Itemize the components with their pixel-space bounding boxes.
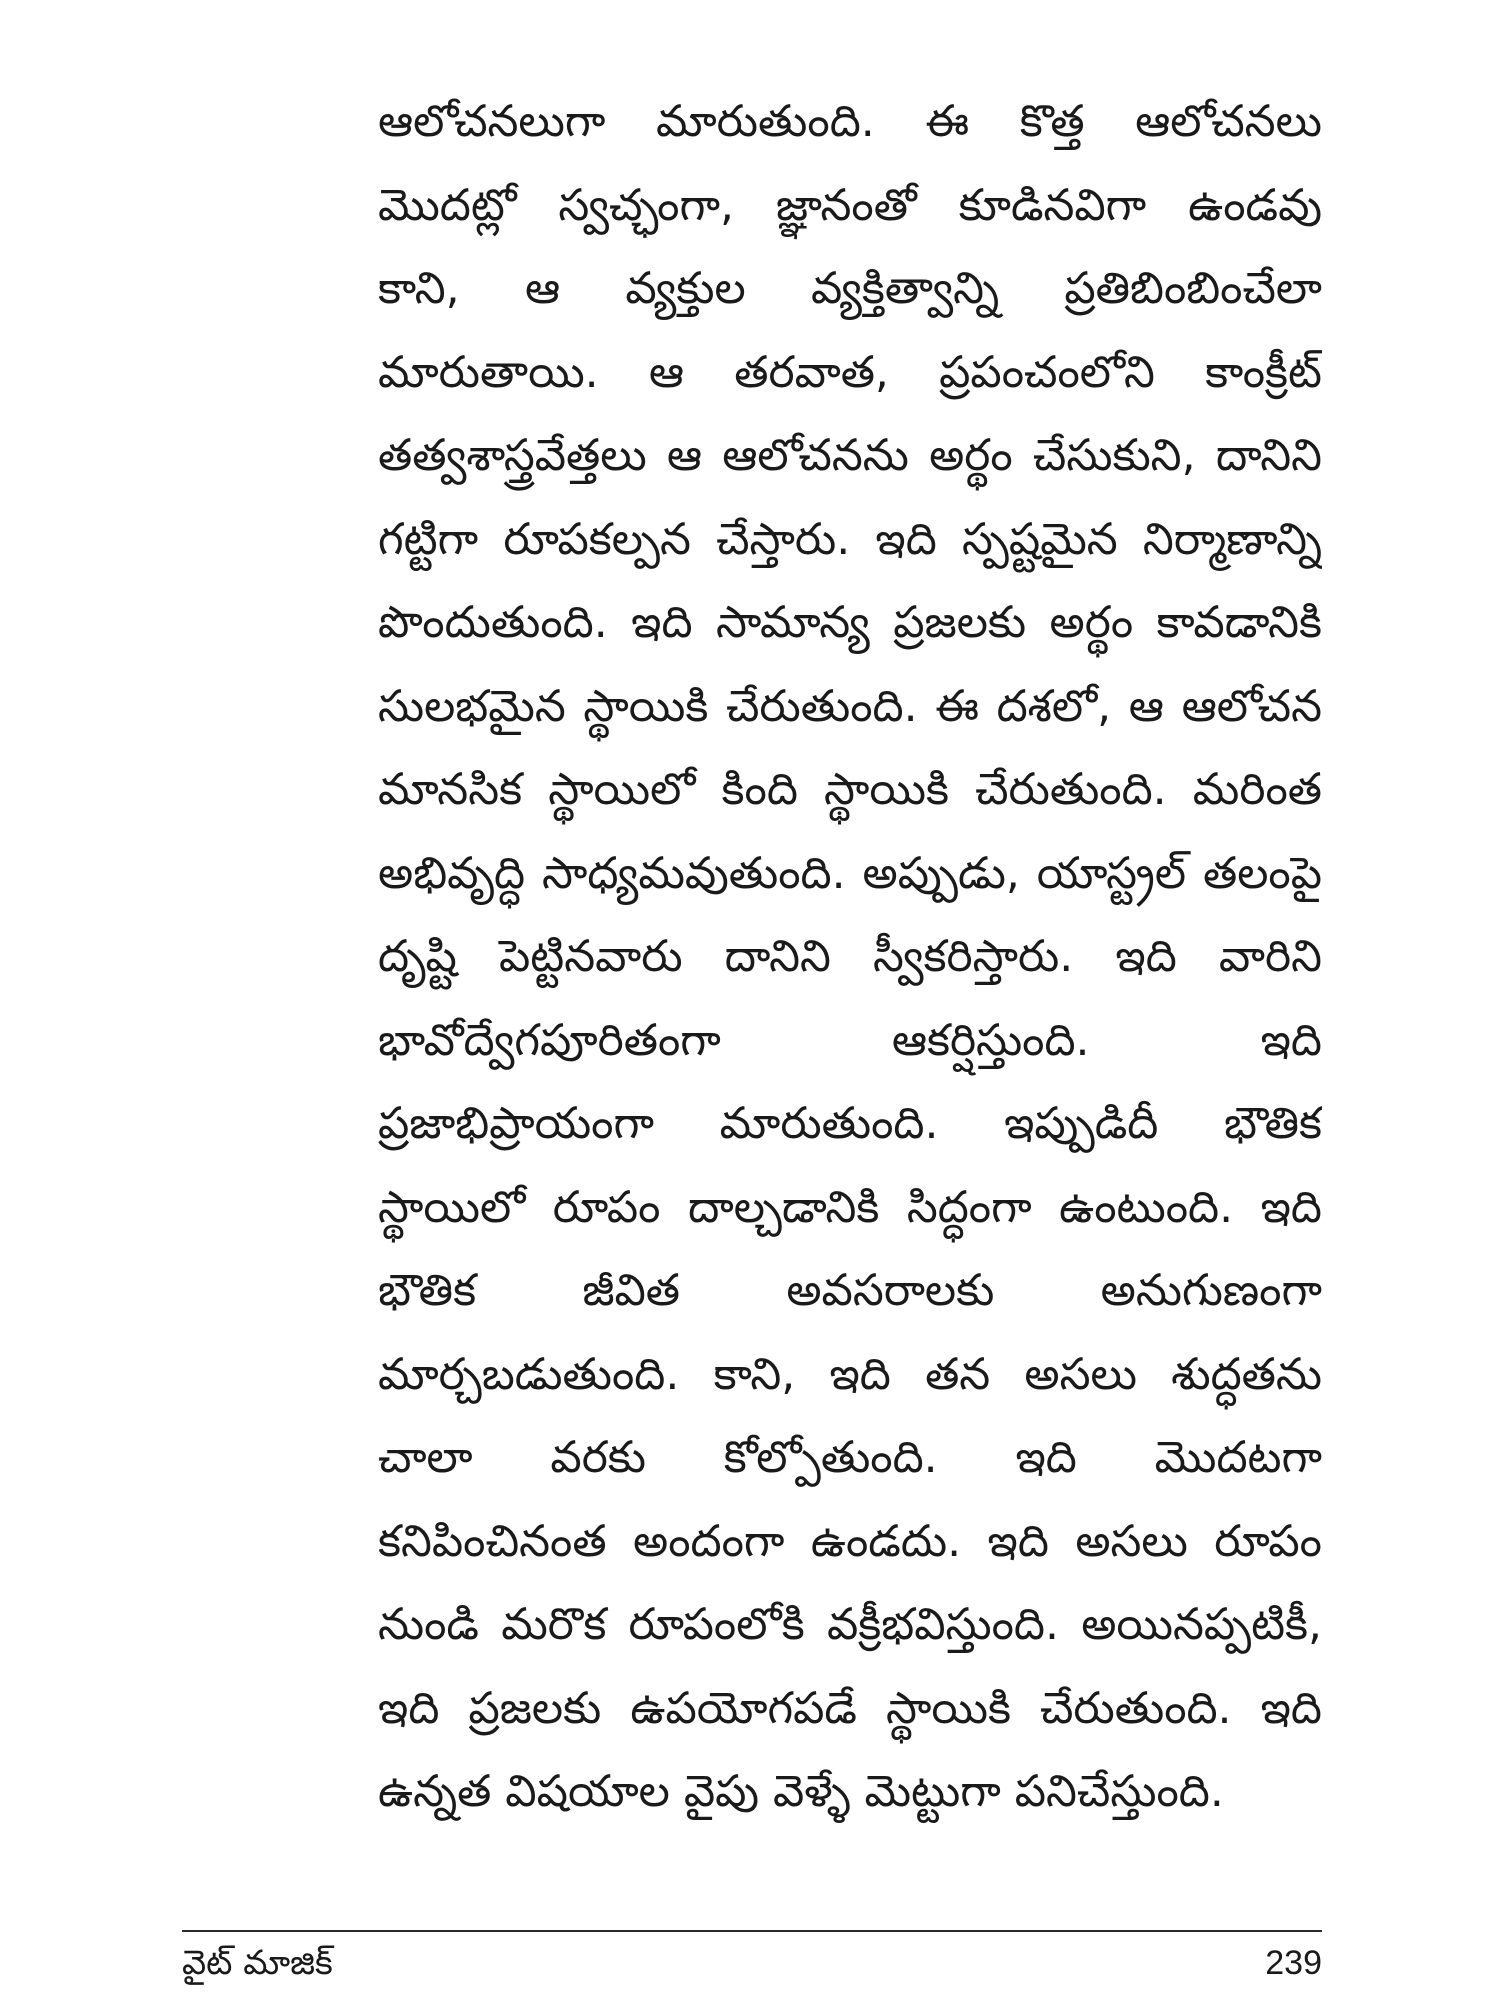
- text-line: అభివృద్ధి సాధ్యమవుతుంది. అప్పుడు, యాస్ట్రల్ తలంపై: [378, 847, 1322, 899]
- text-line: భావోద్వేగపూరితంగా ఆకర్షిస్తుంది. ఇది: [378, 1014, 1322, 1066]
- text-line: కాని, ఆ వ్యక్తుల వ్యక్తిత్వాన్ని ప్రతిబింబించేలా: [378, 263, 1322, 314]
- text-line: మారుతాయి. ఆ తరవాత, ప్రపంచంలోని కాంక్రీట్: [378, 346, 1322, 398]
- text-line: పొందుతుంది. ఇది సామాన్య ప్రజలకు అర్థం కావడానికి: [378, 597, 1322, 648]
- body-text: [378, 80, 1322, 1834]
- page-number: 239: [1265, 1944, 1322, 1982]
- footer-divider: [182, 1930, 1322, 1932]
- text-line: భౌతిక జీవిత అవసరాలకు అనుగుణంగా: [378, 1265, 1322, 1316]
- text-line: ఆలోచనలుగా మారుతుంది. ఈ కొత్త ఆలోచనలు: [378, 96, 1322, 147]
- text-line: మొదట్లో స్వచ్ఛంగా, జ్ఞానంతో కూడినవిగా ఉండవు: [378, 179, 1322, 231]
- text-line: దృష్టి పెట్టినవారు దానిని స్వీకరిస్తారు. ఇది వారిని: [378, 931, 1322, 982]
- text-line: ప్రజాభిప్రాయంగా మారుతుంది. ఇప్పుడిదీ భౌతిక: [378, 1098, 1322, 1149]
- text-line: తత్వశాస్త్రవేత్తలు ఆ ఆలోచనను అర్థం చేసుకుని, దానిని: [378, 430, 1322, 481]
- text-line: ఇది ప్రజలకు ఉపయోగపడే స్థాయికి చేరుతుంది. ఇది: [378, 1682, 1322, 1734]
- text-line: ఉన్నత విషయాల వైపు వెళ్ళే మెట్టుగా పనిచేస్తుంది.: [378, 1766, 1224, 1817]
- text-line: సులభమైన స్థాయికి చేరుతుంది. ఈ దశలో, ఆ ఆలోచన: [378, 680, 1322, 732]
- text-line: నుండి మరొక రూపంలోకి వక్రీభవిస్తుంది. అయినప్పటికీ,: [378, 1599, 1322, 1650]
- text-line: మార్చబడుతుంది. కాని, ఇది తన అసలు శుద్ధతను: [378, 1348, 1322, 1400]
- text-line: స్థాయిలో రూపం దాల్చడానికి సిద్ధంగా ఉంటుంది. ఇది: [378, 1181, 1322, 1233]
- footer-book-title: వైట్ మాజిక్: [182, 1943, 333, 1983]
- text-line: గట్టిగా రూపకల్పన చేస్తారు. ఇది స్పష్టమైన నిర్మాణాన్ని: [378, 513, 1322, 565]
- text-line: చాలా వరకు కోల్పోతుంది. ఇది మొదటగా: [378, 1432, 1322, 1483]
- text-line: మానసిక స్థాయిలో కింది స్థాయికి చేరుతుంది. మరింత: [378, 764, 1322, 815]
- text-line: కనిపించినంత అందంగా ఉండదు. ఇది అసలు రూపం: [378, 1515, 1322, 1567]
